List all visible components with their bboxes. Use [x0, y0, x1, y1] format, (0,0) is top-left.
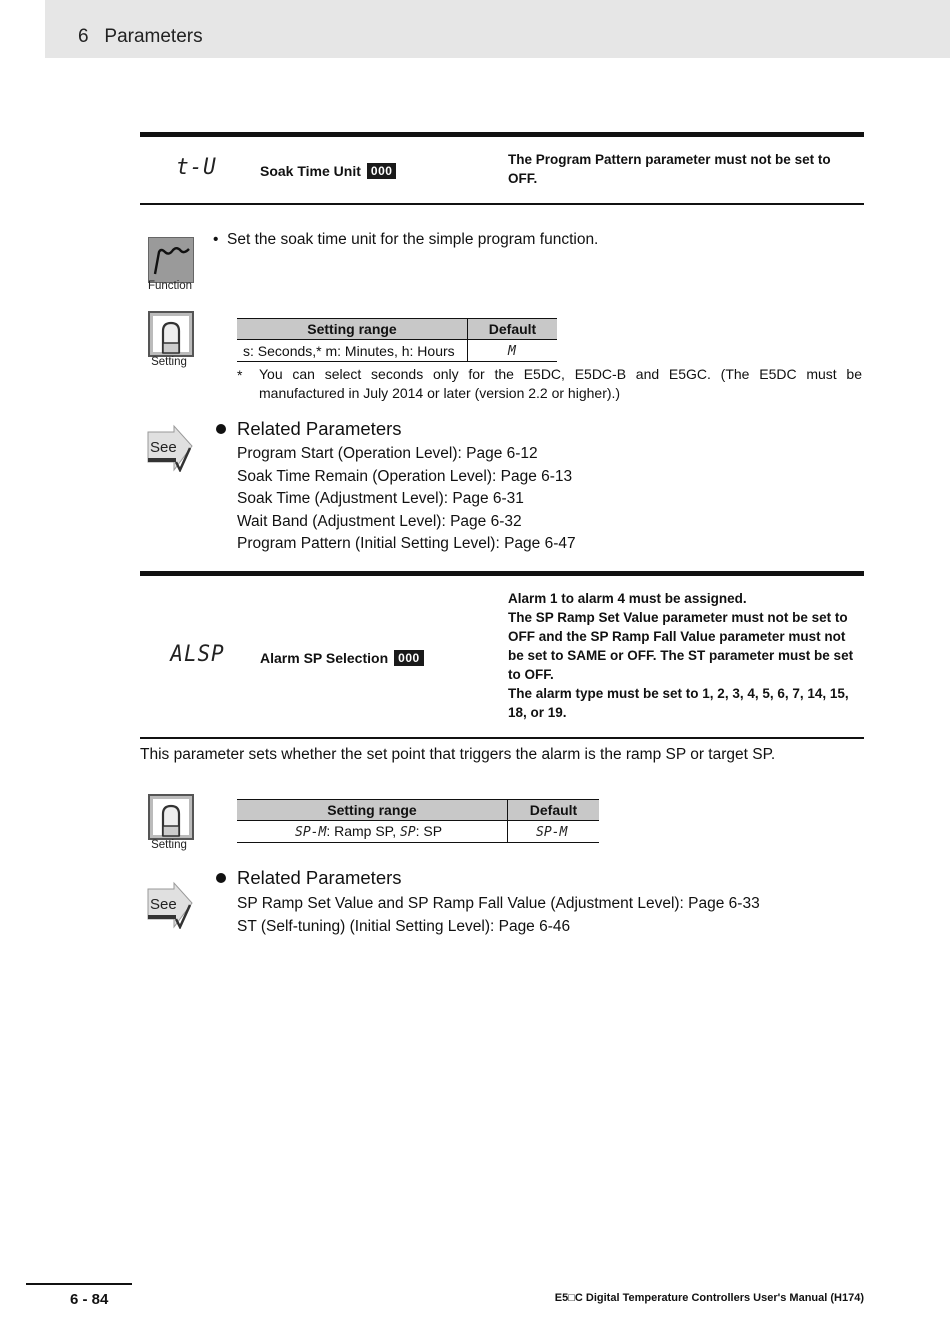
table-header-row	[237, 800, 599, 821]
parameter-name-text: Soak Time Unit	[260, 163, 361, 179]
condition-line: The SP Ramp Set Value parameter must not be set to OFF and the SP Ramp Fall Value parameter must not be set to SAME or OFF. The ST parameter must be set to OFF.	[508, 610, 854, 682]
footnote-text: You can select seconds only for the E5DC, E5DC-B and E5GC. (The E5DC must be manufactured in July 2014 or later (version 2.2 or higher).)	[259, 366, 862, 401]
range-text-sp: : SP	[415, 823, 443, 839]
table-header-range: Setting range	[237, 319, 468, 340]
setting-table	[237, 318, 557, 362]
related-item: Program Start (Operation Level): Page 6-12	[237, 445, 538, 462]
footer-rule	[26, 1283, 132, 1285]
see-label: See	[150, 896, 177, 913]
page-number: 6 - 84	[70, 1291, 109, 1308]
table-row	[237, 340, 557, 362]
condition-line: Alarm 1 to alarm 4 must be assigned.	[508, 591, 747, 606]
default-lcd: SP-M	[536, 825, 568, 840]
parameter-description: This parameter sets whether the set point that triggers the alarm is the ramp SP or target SP.	[140, 746, 776, 763]
chapter-title: 6 Parameters	[78, 26, 203, 47]
section-header-rule	[140, 203, 864, 205]
setting-range-value: s: Seconds,* m: Minutes, h: Hours	[237, 340, 468, 362]
see-label: See	[150, 439, 177, 456]
parameter-conditions	[508, 150, 858, 188]
related-item: Soak Time Remain (Operation Level): Page 6-13	[237, 467, 573, 485]
table-header-range: Setting range	[237, 800, 508, 821]
level-badge: 000	[394, 650, 424, 666]
table-header-default: Default	[468, 319, 558, 340]
related-item: SP Ramp Set Value and SP Ramp Fall Value (Adjustment Level): Page 6-33	[237, 895, 760, 912]
related-bullet	[216, 424, 226, 434]
related-item: ST (Self-tuning) (Initial Setting Level): Page 6-46	[237, 917, 571, 935]
setting-range-value	[237, 821, 508, 843]
related-bullet	[216, 873, 226, 883]
parameter-name	[260, 650, 424, 666]
level-badge: 000	[367, 163, 397, 179]
table-header-default: Default	[508, 800, 600, 821]
related-parameters-list	[237, 893, 760, 938]
function-description	[213, 231, 598, 249]
parameter-lcd-symbol: t-U	[176, 155, 217, 180]
table-row	[237, 821, 599, 843]
condition-line: The Program Pattern parameter must not be set to OFF.	[508, 152, 831, 186]
setting-table	[237, 799, 599, 843]
parameter-lcd-symbol: ALSP	[170, 642, 225, 667]
default-value	[508, 821, 600, 843]
section-header-rule	[140, 737, 864, 739]
related-item: Wait Band (Adjustment Level): Page 6-32	[237, 512, 522, 530]
related-parameters-list	[237, 443, 576, 556]
default-lcd: M	[508, 344, 516, 359]
parameter-name	[260, 163, 396, 179]
setting-icon	[148, 311, 194, 357]
table-header-row	[237, 319, 557, 340]
related-item: Program Pattern (Initial Setting Level): Page 6-47	[237, 535, 576, 552]
manual-title: E5□C Digital Temperature Controllers User's Manual (H174)	[554, 1292, 864, 1304]
bullet-dot: •	[213, 231, 228, 248]
function-icon	[148, 237, 194, 283]
function-icon-label: Function	[147, 280, 193, 292]
setting-icon	[148, 794, 194, 840]
section-top-rule	[140, 571, 864, 576]
range-lcd-sp: SP	[399, 825, 416, 840]
related-item: Soak Time (Adjustment Level): Page 6-31	[237, 490, 524, 507]
section-top-rule	[140, 132, 864, 137]
range-text-ramp: : Ramp SP,	[326, 823, 400, 839]
related-parameters-title: Related Parameters	[237, 867, 402, 888]
parameter-name-text: Alarm SP Selection	[260, 650, 389, 666]
parameter-conditions	[508, 589, 858, 722]
setting-icon-label: Setting	[151, 356, 187, 368]
default-value	[468, 340, 558, 362]
setting-icon-label: Setting	[151, 839, 187, 851]
related-parameters-title: Related Parameters	[237, 418, 402, 439]
function-text: Set the soak time unit for the simple program function.	[227, 231, 599, 248]
footnote-mark: *	[237, 367, 243, 383]
condition-line: The alarm type must be set to 1, 2, 3, 4, 5, 6, 7, 14, 15, 18, or 19.	[508, 686, 849, 720]
range-lcd-ramp: SP-M	[295, 825, 327, 840]
